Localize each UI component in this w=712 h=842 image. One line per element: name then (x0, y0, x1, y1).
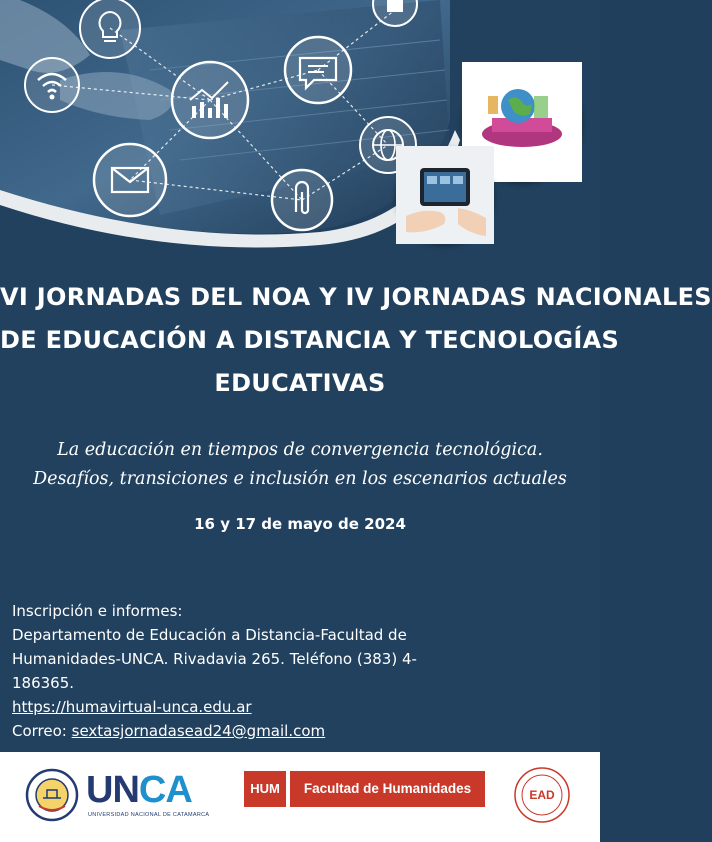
subtitle-line-2: Desafíos, transiciones e inclusión en los escenarios actuales (33, 469, 567, 489)
email-row (12, 719, 452, 743)
event-title (0, 276, 712, 405)
lock-icon (373, 0, 417, 26)
unca-logo (86, 770, 192, 810)
title-line-3: EDUCATIVAS (214, 369, 386, 397)
unca-seal-logo (25, 768, 79, 822)
info-line-2: Humanidades-UNCA. Rivadavia 265. Teléfono (383) 4- (12, 650, 417, 668)
info-heading: Inscripción e informes: (12, 602, 183, 620)
paperclip-icon (272, 170, 332, 230)
event-date: 16 y 17 de mayo de 2024 (194, 515, 406, 533)
subtitle-line-1: La educación en tiempos de convergencia tecnológica. (57, 440, 543, 460)
hum-logo: HUM (244, 771, 286, 807)
tablet-hands-image (396, 146, 494, 244)
email-label: Correo: (12, 722, 72, 740)
unca-logo-ca: CA (138, 769, 192, 811)
envelope-icon (94, 144, 166, 216)
email-link[interactable]: sextasjornadasead24@gmail.com (71, 722, 326, 740)
event-subtitle (0, 436, 600, 494)
contact-info (12, 599, 452, 743)
svg-text:EAD: EAD (529, 788, 555, 802)
info-line-1: Departamento de Educación a Distancia-Facultad de (12, 626, 407, 644)
lightbulb-icon (80, 0, 140, 58)
unca-logo-un: UN (86, 769, 139, 811)
sponsor-footer (0, 752, 600, 842)
ead-seal-logo (513, 766, 571, 824)
chart-icon (172, 62, 248, 138)
wifi-icon (25, 58, 79, 112)
facultad-logo: Facultad de Humanidades (290, 771, 485, 807)
title-line-1: VI JORNADAS DEL NOA Y IV JORNADAS NACIONALES (0, 283, 712, 311)
chat-icon (285, 37, 351, 103)
title-line-2: DE EDUCACIÓN A DISTANCIA Y TECNOLOGÍAS (0, 326, 620, 354)
info-line-3: 186365. (12, 674, 75, 692)
unca-subtitle: UNIVERSIDAD NACIONAL DE CATAMARCA (88, 812, 210, 818)
website-link[interactable]: https://humavirtual-unca.edu.ar (12, 698, 252, 716)
